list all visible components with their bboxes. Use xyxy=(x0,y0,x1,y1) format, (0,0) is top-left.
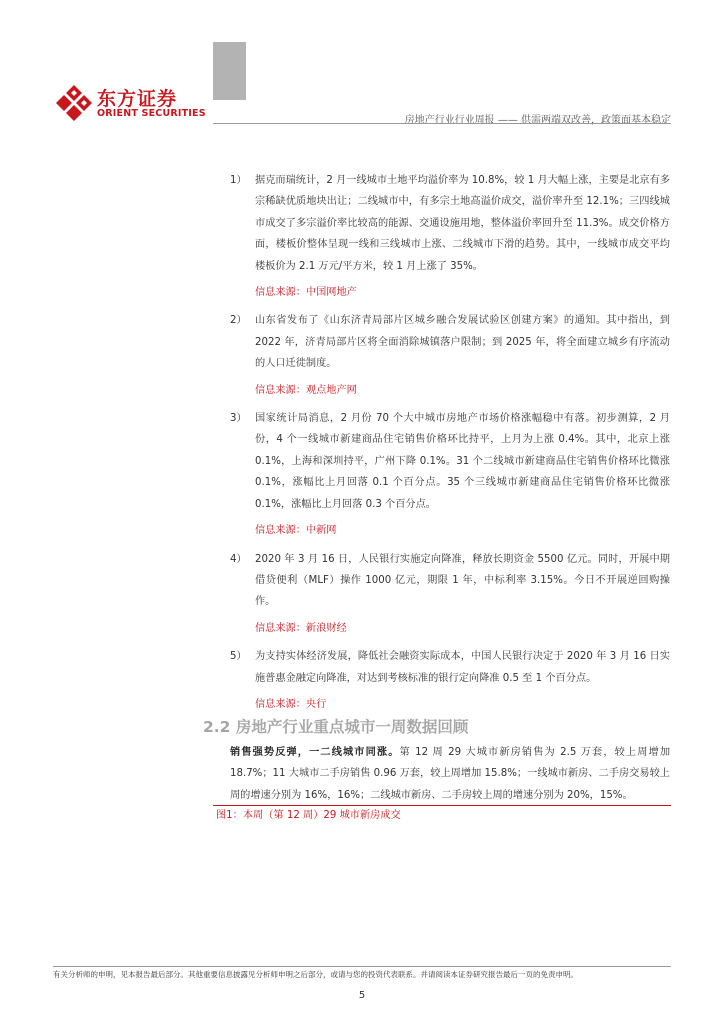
news-item xyxy=(230,310,670,401)
page-number: 5 xyxy=(358,990,366,1001)
report-header-title: 房地产行业行业周报 —— 供需两端双改善，政策面基本稳定 xyxy=(404,115,671,126)
item-text: 2020 年 3 月 16 日，人民银行实施定向降准，释放长期资金 5500 亿元。同时，开展中期借贷便利（MLF）操作 1000 亿元，期限 1 年，中标利率 3.15%。今日不开展逆回购操作。 xyxy=(255,553,670,608)
figure-caption: 图1：本周（第 12 周）29 城市新房成交 xyxy=(213,805,671,825)
item-number: 4） xyxy=(230,553,247,565)
section-paragraph xyxy=(230,742,670,806)
item-text: 据克而瑞统计，2 月一线城市土地平均溢价率为 10.8%，较 1 月大幅上涨，主要是北京有多宗稀缺优质地块出让；二线城市中，有多宗土地高溢价成交，溢价率升至 12.1%；三四线城市成交了多宗溢价率比较高的能源、交通设施用地，整体溢价率回升至 11.3%。成交价格方面，楼板价整体呈现一线和三线城市上涨、二线城市下滑的趋势。其中，一线城市成交平均楼板价为 2.1 万元/平方米，较 1 月上涨了 35%。 xyxy=(255,175,670,272)
item-source: 信息来源：观点地产网 xyxy=(255,384,357,396)
news-item xyxy=(230,408,670,541)
item-text: 山东省发布了《山东济青局部片区城乡融合发展试验区创建方案》的通知。其中指出，到 2022 年，济青局部片区将全面消除城镇落户限制；到 2025 年，将全面建立城乡有序流动的人口迁徙制度。 xyxy=(255,315,670,370)
header-divider xyxy=(213,123,671,124)
item-source: 信息来源：中国网地产 xyxy=(255,287,357,299)
item-source: 信息来源：央行 xyxy=(255,698,327,710)
item-source: 信息来源：中新网 xyxy=(255,525,337,537)
footer-divider xyxy=(53,966,671,967)
item-source: 信息来源：新浪财经 xyxy=(255,622,347,634)
news-item xyxy=(230,170,670,303)
item-number: 1） xyxy=(230,175,247,186)
item-text: 为支持实体经济发展，降低社会融资实际成本，中国人民银行决定于 2020 年 3 月 16 日实施普惠金融定向降准，对达到考核标准的银行定向降准 0.5 至 1 个百分点。 xyxy=(255,651,670,684)
news-item-list xyxy=(230,170,670,722)
item-number: 5） xyxy=(230,651,247,663)
news-item xyxy=(230,646,670,715)
orient-securities-logo xyxy=(55,84,205,124)
paragraph-lead: 销售强势反弹，一二线城市同涨。 xyxy=(230,747,400,758)
item-number: 2） xyxy=(230,315,247,327)
logo-mark-icon xyxy=(55,84,93,122)
footer-disclaimer: 有关分析师的申明，见本报告最后部分。其他重要信息披露见分析师申明之后部分，或请与您的投资代表联系。并请阅读本证券研究报告最后一页的免责申明。 xyxy=(53,970,578,979)
news-item xyxy=(230,549,670,640)
logo-english-name: ORIENT SECURITIES xyxy=(97,108,206,119)
section-heading: 2.2 房地产行业重点城市一周数据回顾 xyxy=(203,718,469,736)
item-text: 国家统计局消息，2 月份 70 个大中城市房地产市场价格涨幅稳中有落。初步测算，2 月份，4 个一线城市新建商品住宅销售价格环比持平，上月为上涨 0.4%。其中，北京上涨 0.1%，上海和深圳持平，广州下降 0.1%。31 个二线城市新建商品住宅销售价格环比微涨 0.1%，涨幅比上月回落 0.1 个百分点。35 个三线城市新建商品住宅销售价格环比微涨 0.1%，涨幅比上月回落 0.3 个百分点。 xyxy=(255,413,670,510)
paragraph-body: 第 12 周 29 大城市新房销售为 2.5 万套，较上周增加 18.7%；11 大城市二手房销售 0.96 万套，较上周增加 15.8%；一线城市新房、二手房交易较上周的增速分别为 16%，16%；二线城市新房、二手房较上周的增速分别为 20%，15%。 xyxy=(230,747,671,801)
logo-chinese-name: 东方证券 xyxy=(97,88,178,110)
item-number: 3） xyxy=(230,413,247,425)
header-gray-block xyxy=(213,42,246,100)
